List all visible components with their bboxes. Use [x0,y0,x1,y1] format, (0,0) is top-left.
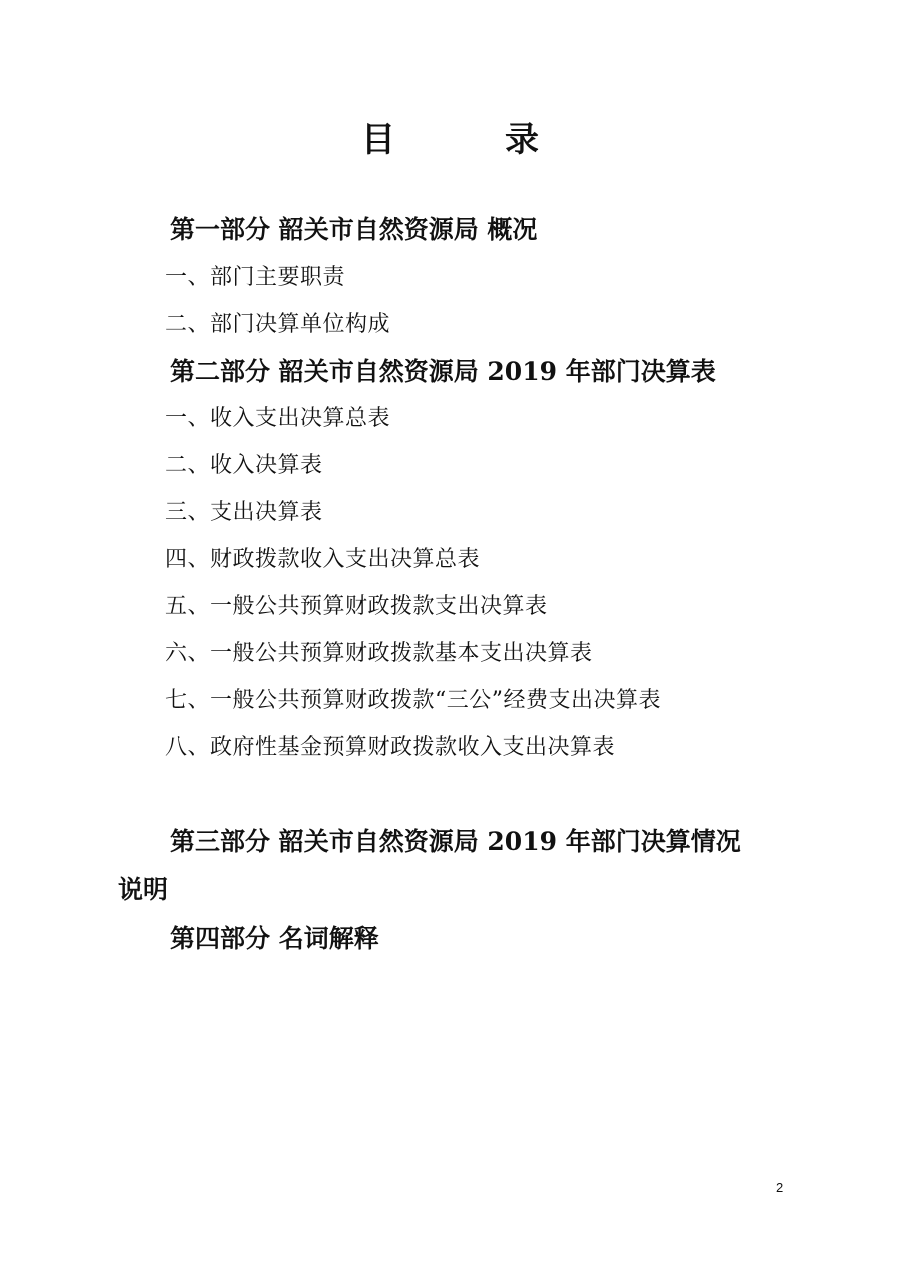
title-char-1: 目 [361,120,395,160]
part2-item-8: 八、政府性基金预算财政拨款收入支出决算表 [165,735,616,760]
page-title [0,112,900,161]
page-number: 2 [776,1180,784,1195]
part2-item-4: 四、财政拨款收入支出决算总表 [165,547,481,572]
part3-heading-line-1: 第三部分 韶关市自然资源局 2019 年部门决算情况 [170,827,741,856]
part1-heading: 第一部分 韶关市自然资源局 概况 [170,215,538,244]
part2-item-2: 二、收入决算表 [165,453,323,478]
title-char-2: 录 [505,120,539,160]
part2-item-7: 七、一般公共预算财政拨款“三公”经费支出决算表 [165,688,661,713]
part3-heading-line-2: 说明 [118,875,169,904]
part2-item-5: 五、一般公共预算财政拨款支出决算表 [165,594,548,619]
part1-item-1: 一、部门主要职责 [165,265,346,290]
part4-heading: 第四部分 名词解释 [170,924,379,953]
part2-item-3: 三、支出决算表 [165,500,323,525]
part2-heading: 第二部分 韶关市自然资源局 2019 年部门决算表 [170,357,716,386]
part1-item-2: 二、部门决算单位构成 [165,312,391,337]
part2-item-1: 一、收入支出决算总表 [165,406,391,431]
part2-item-6: 六、一般公共预算财政拨款基本支出决算表 [165,641,593,666]
